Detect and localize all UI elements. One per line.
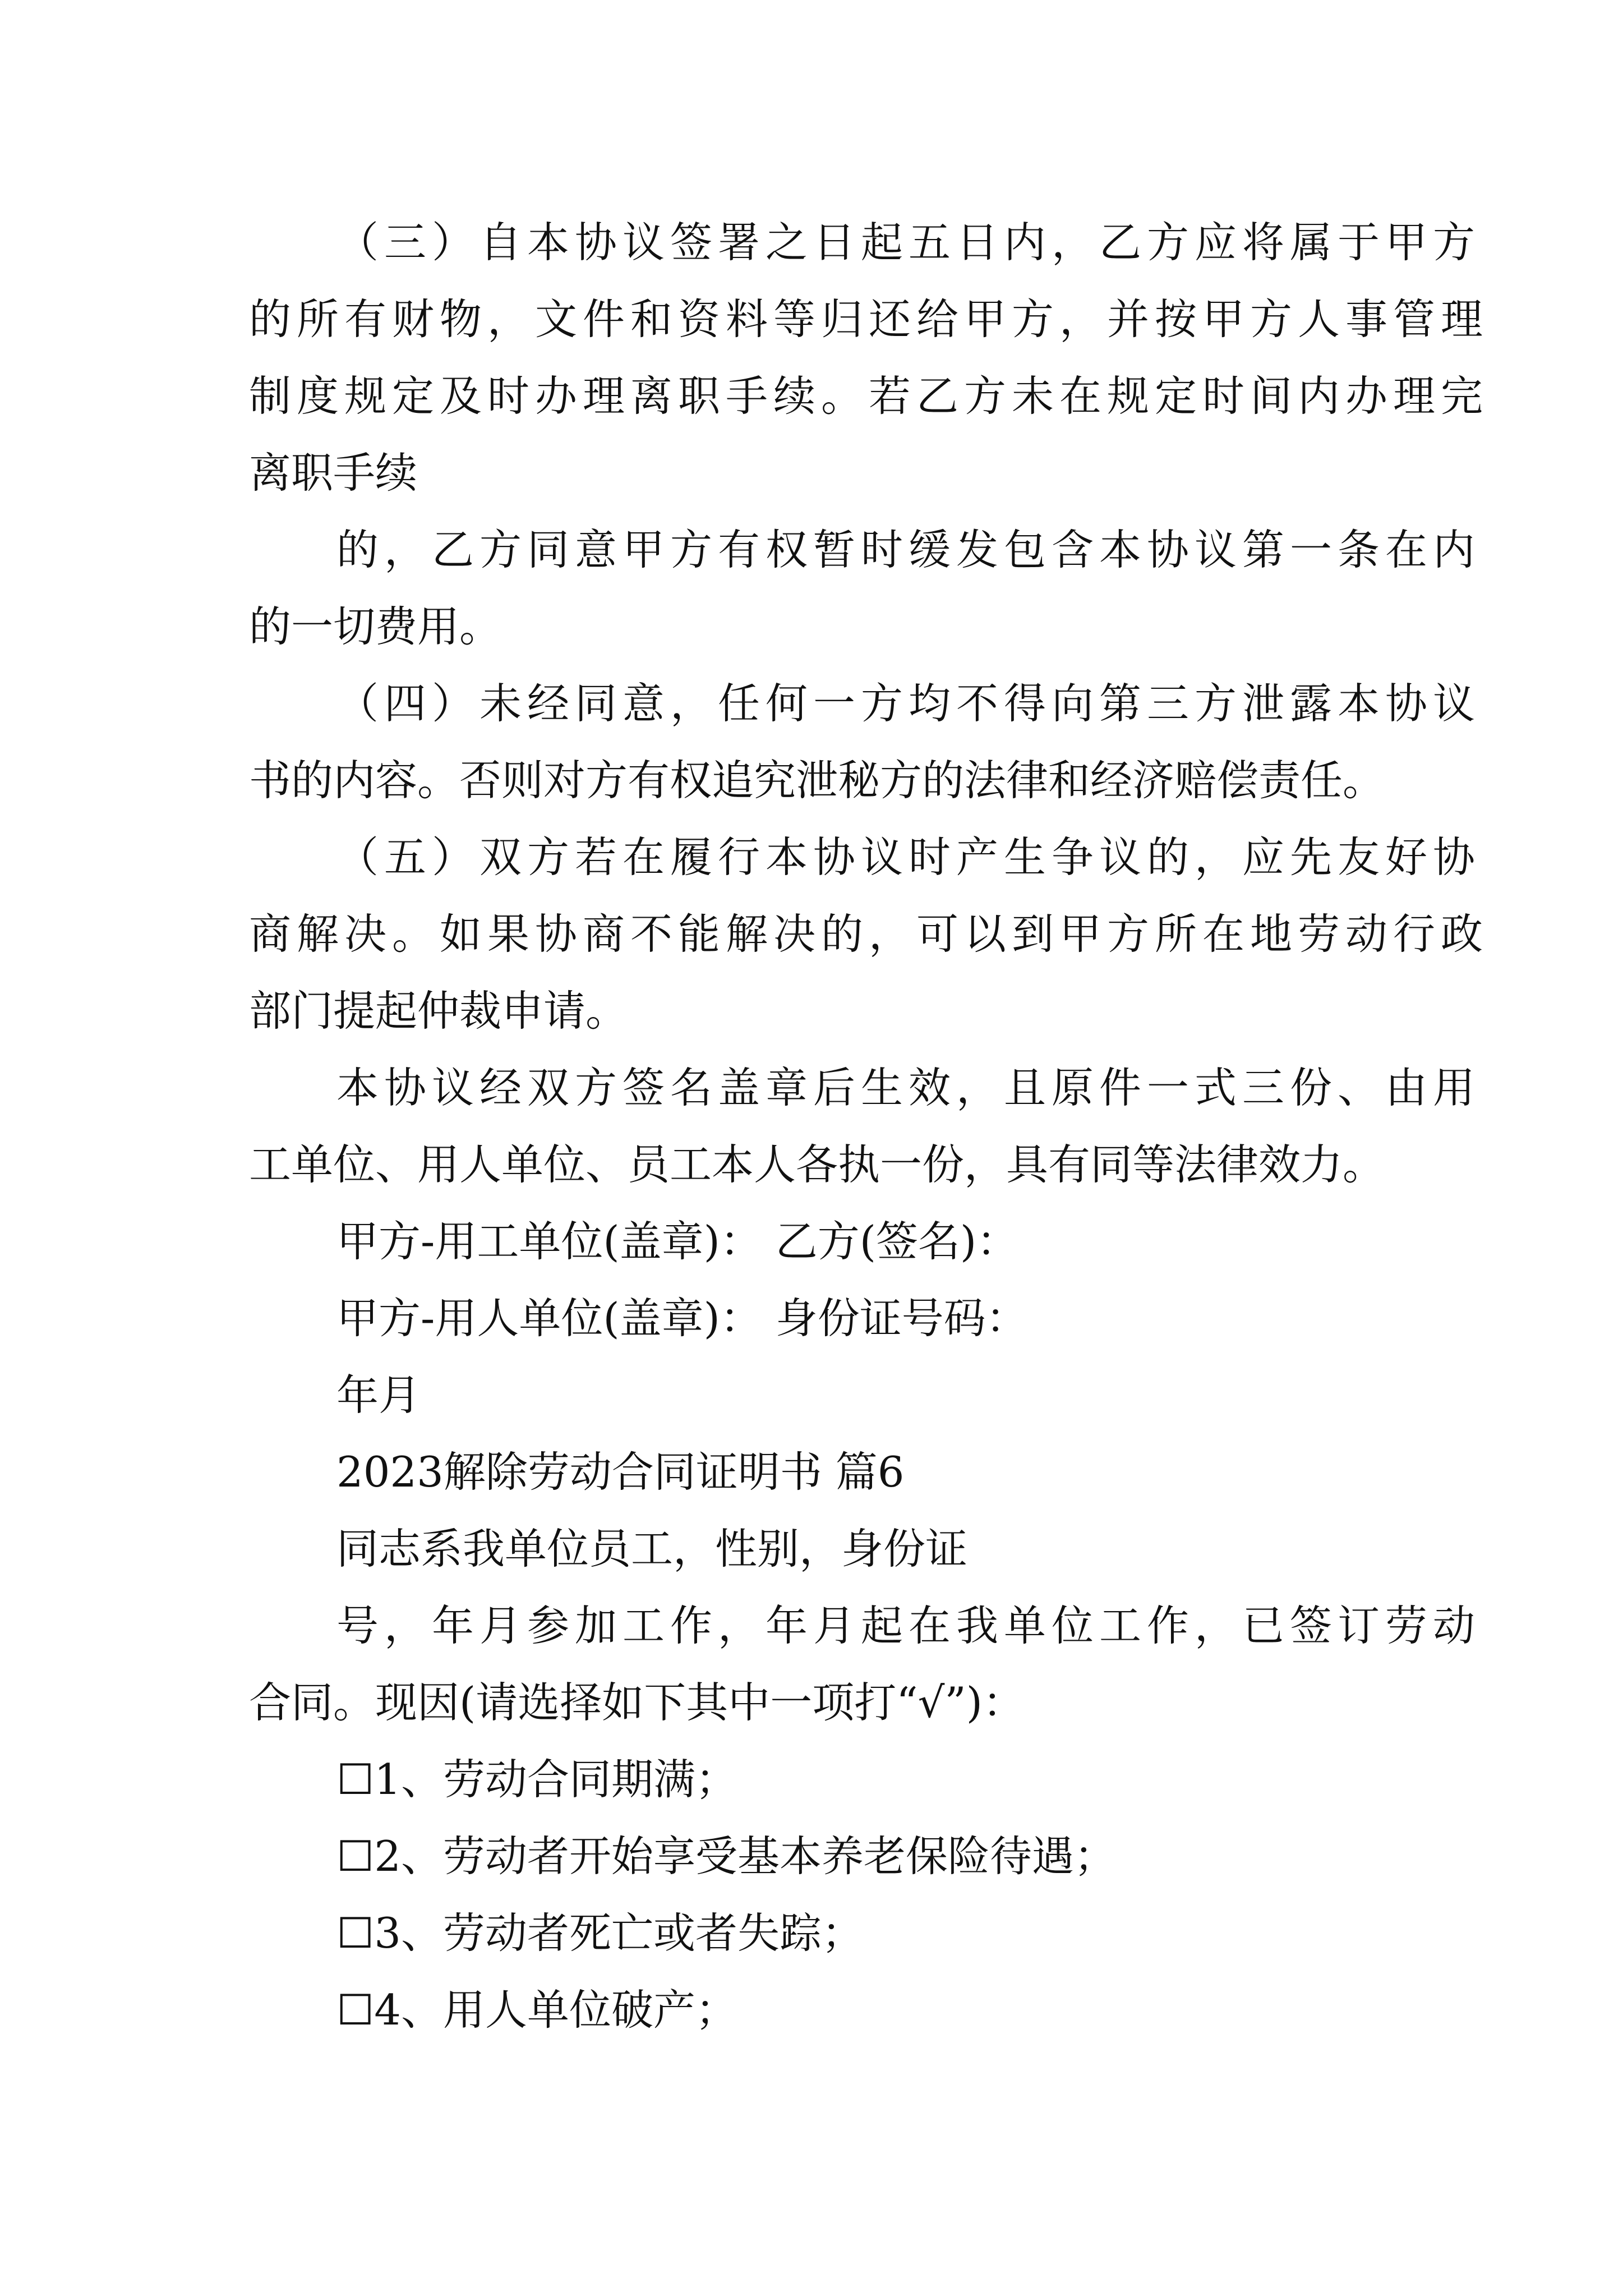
option-item-1: ☐1、劳动合同期满； [336,1755,737,1804]
option-item-2: ☐2、劳动者开始享受基本养老保险待遇； [336,1832,1116,1881]
paragraph-3-line-4: 离职手续 [249,448,418,498]
option-item-4: ☐4、用人单位破产； [336,1985,737,2035]
paragraph-4-line-2: 书的内容。否则对方有权追究泄秘方的法律和经济赔偿责任。 [249,756,1385,805]
signature-line-user-unit: 甲方-用人单位(盖章)： 身份证号码： [336,1294,1028,1343]
paragraph-3-line-2: 的所有财物，文件和资料等归还给甲方，并按甲方人事管理 [249,295,1489,344]
signature-line-employer: 甲方-用工单位(盖章)： 乙方(签名)： [336,1217,1019,1266]
paragraph-3b-line-1: 的，乙方同意甲方有权暂时缓发包含本协议第一条在内 [336,525,1481,574]
option-item-3: ☐3、劳动者死亡或者失踪； [336,1908,864,1958]
date-line: 年月 [336,1370,421,1420]
effect-clause-line-1: 本协议经双方签名盖章后生效，且原件一式三份、由用 [336,1063,1481,1112]
paragraph-3-line-1: （三）自本协议签署之日起五日内，乙方应将属于甲方 [336,218,1481,267]
certificate-line-3: 合同。现因(请选择如下其中一项打“√”)： [249,1678,1025,1727]
paragraph-5-line-3: 部门提起仲裁申请。 [249,986,628,1036]
paragraph-3-line-3: 制度规定及时办理离职手续。若乙方未在规定时间内办理完 [249,371,1489,421]
paragraph-5-line-1: （五）双方若在履行本协议时产生争议的，应先友好协 [336,832,1481,882]
section-heading: 2023解除劳动合同证明书 篇6 [336,1447,905,1497]
paragraph-4-line-1: （四）未经同意，任何一方均不得向第三方泄露本协议 [336,679,1481,728]
paragraph-3b-line-2: 的一切费用。 [249,602,502,651]
certificate-line-1: 同志系我单位员工，性别，身份证 [336,1524,968,1573]
paragraph-5-line-2: 商解决。如果协商不能解决的，可以到甲方所在地劳动行政 [249,909,1489,959]
certificate-line-2: 号，年月参加工作，年月起在我单位工作，已签订劳动 [336,1601,1481,1650]
effect-clause-line-2: 工单位、用人单位、员工本人各执一份，具有同等法律效力。 [249,1140,1385,1189]
